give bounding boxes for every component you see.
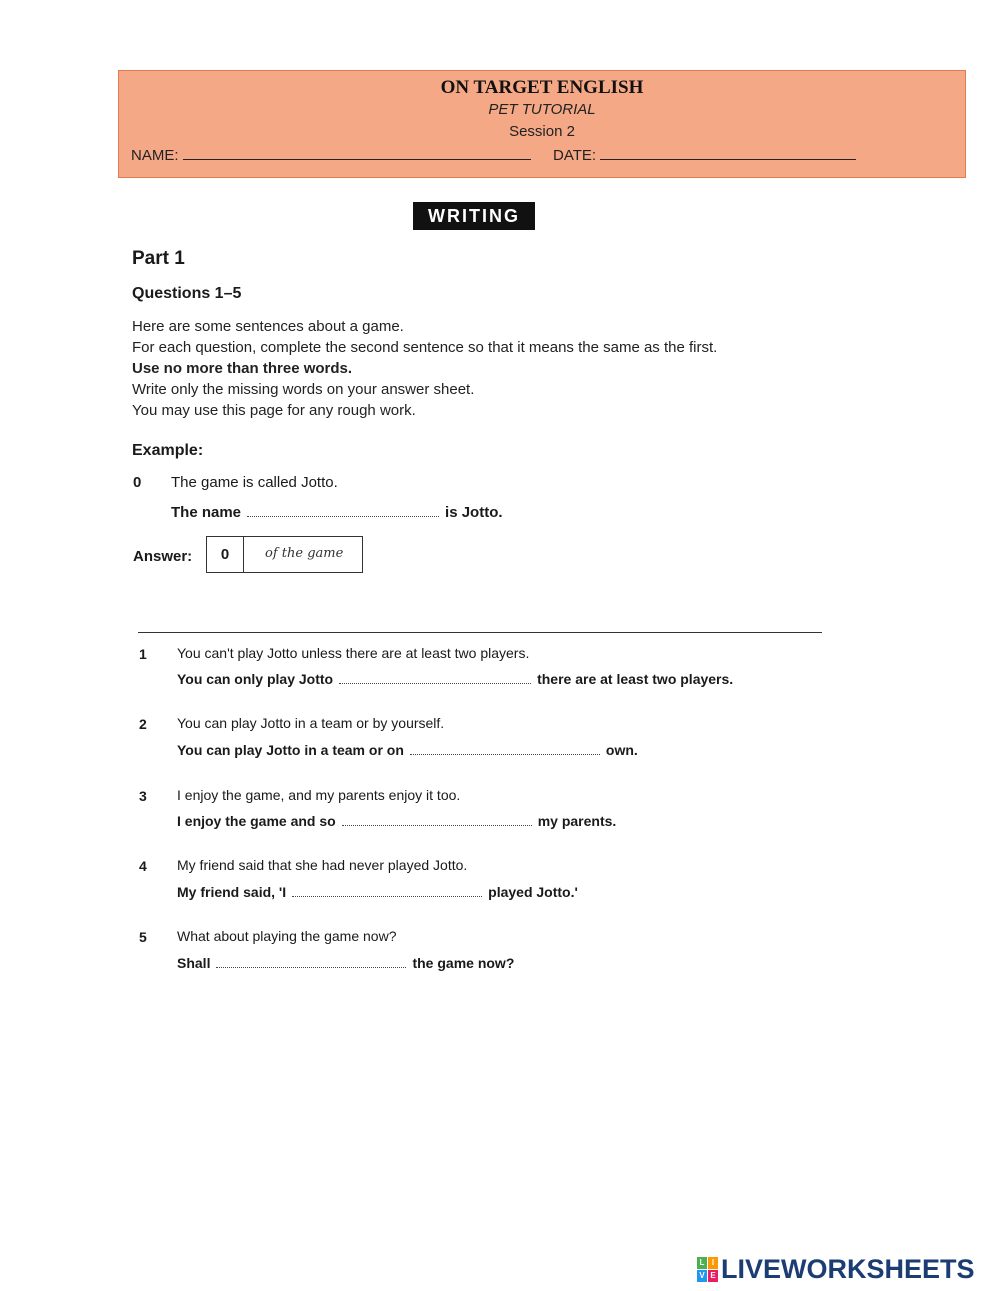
instruction-line: For each question, complete the second sentence so that it means the same as the first. (132, 339, 718, 356)
name-label: NAME: (131, 147, 179, 164)
question-number: 1 (139, 646, 147, 662)
header-session: Session 2 (509, 123, 575, 140)
example-before: The name (171, 504, 242, 521)
question-sentence: What about playing the game now? (177, 928, 397, 944)
question-after: own. (605, 742, 638, 758)
header-subtitle: PET TUTORIAL (488, 101, 596, 118)
question-transformation (177, 671, 733, 687)
answer-blank[interactable] (339, 673, 531, 684)
part-title: Part 1 (132, 248, 185, 269)
question-number: 4 (139, 858, 147, 874)
question-number: 2 (139, 716, 147, 732)
example-title: Example: (132, 442, 204, 459)
answer-label: Answer: (133, 548, 193, 565)
question-before: Shall (177, 955, 211, 971)
question-before: You can play Jotto in a team or on (177, 742, 404, 758)
question-transformation (177, 884, 578, 900)
question-sentence: You can play Jotto in a team or by yourself. (177, 715, 445, 731)
question-after: played Jotto.' (488, 884, 578, 900)
question-number: 5 (139, 929, 147, 945)
date-label: DATE: (553, 147, 597, 164)
name-field[interactable] (131, 145, 531, 164)
instruction-line: Write only the missing words on your answer sheet. (132, 381, 475, 398)
answer-blank[interactable] (410, 744, 600, 755)
question-sentence: My friend said that she had never played Jotto. (177, 857, 468, 873)
example-transformation (171, 504, 503, 521)
question-sentence: I enjoy the game, and my parents enjoy it too. (177, 787, 461, 803)
date-blank[interactable] (600, 145, 856, 160)
question-transformation (177, 813, 616, 829)
answer-blank[interactable] (292, 886, 482, 897)
header-title: ON TARGET ENGLISH (440, 77, 644, 98)
example-sentence: The game is called Jotto. (171, 474, 338, 491)
answer-handwritten: of the game (265, 546, 344, 561)
question-after: my parents. (537, 813, 617, 829)
instruction-line: You may use this page for any rough work. (132, 402, 416, 419)
example-after: is Jotto. (445, 504, 503, 521)
question-before: My friend said, 'I (177, 884, 287, 900)
live-badge-icon: L I V E (697, 1257, 719, 1283)
instruction-line: Here are some sentences about a game. (132, 318, 404, 335)
worksheet-header (118, 70, 966, 178)
answer-blank[interactable] (216, 957, 406, 968)
example-blank (247, 506, 439, 517)
question-transformation (177, 742, 638, 758)
liveworksheets-logo (697, 1254, 975, 1284)
example-number: 0 (133, 474, 142, 491)
answer-box (206, 536, 363, 573)
instruction-line: Use no more than three words. (132, 360, 353, 377)
answer-number: 0 (207, 537, 244, 572)
question-after: the game now? (412, 955, 515, 971)
question-after: there are at least two players. (537, 671, 734, 687)
question-before: I enjoy the game and so (177, 813, 336, 829)
question-number: 3 (139, 788, 147, 804)
section-label: WRITING (413, 202, 535, 230)
question-sentence: You can't play Jotto unless there are at least two players. (177, 645, 530, 661)
logo-text: LIVEWORKSHEETS (721, 1254, 975, 1284)
question-transformation (177, 955, 514, 971)
question-before: You can only play Jotto (177, 671, 334, 687)
questions-title: Questions 1–5 (132, 285, 242, 302)
name-blank[interactable] (183, 145, 531, 160)
answer-blank[interactable] (342, 815, 532, 826)
divider (138, 632, 822, 633)
date-field[interactable] (553, 145, 856, 164)
